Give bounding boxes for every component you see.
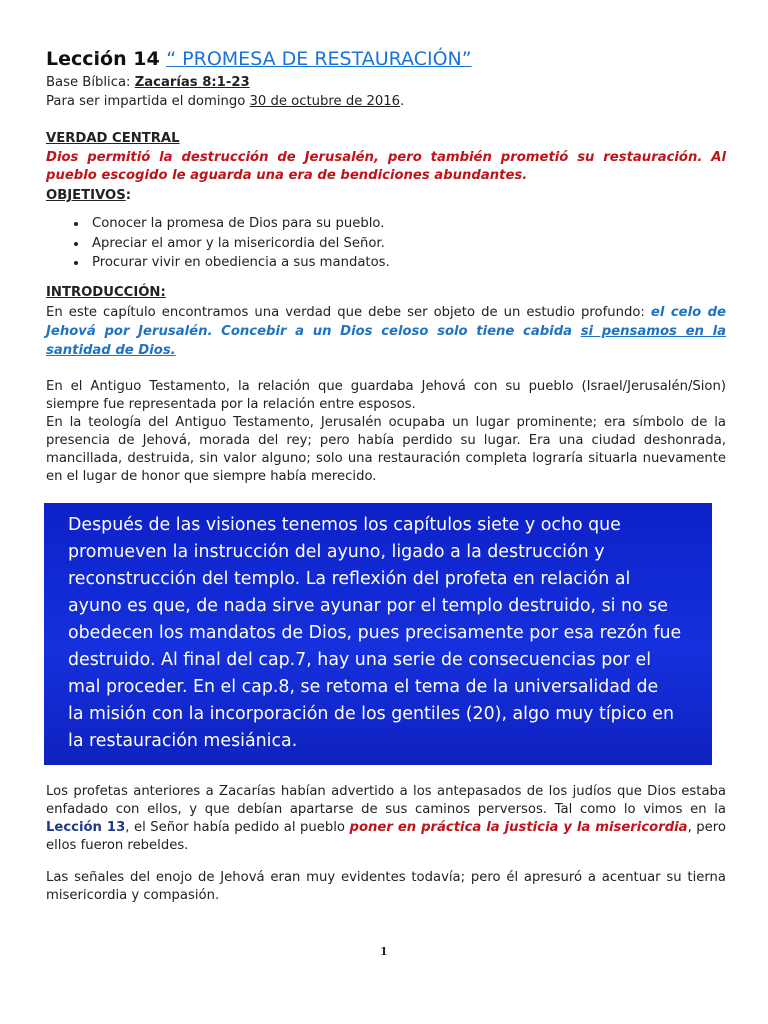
list-item: • Conocer la promesa de Dios para su pueblo.	[88, 214, 390, 234]
objectives-list	[46, 214, 390, 273]
intro-paragraph-3: En la teología del Antiguo Testamento, Jerusalén ocupaba un lugar prominente; era símbolo de la presencia de Jehová, morada del rey; pero había perdido su lugar. Era una ciudad deshonrada, mancillada, destruida, sin valor alguno; solo una restauración completa lograría situarla nuevamente en el lugar de honor que siempre había merecido.	[46, 415, 726, 484]
p4-text-a: Los profetas anteriores a Zacarías habían advertido a los antepasados de los judíos que Dios estaba enfadado con ellos, y que debían apartarse de sus caminos perversos. Tal como lo vimos en la	[46, 784, 726, 817]
date-prefix: Para ser impartida el domingo	[46, 94, 250, 109]
body-paragraph-4	[46, 783, 726, 855]
verdad-central-text: Dios permitió la destrucción de Jerusalén, pero también prometió su restauración. Al pueblo escogido le aguarda una era de bendiciones abundantes.	[46, 150, 726, 183]
objetivos-heading	[46, 187, 131, 205]
lesson-title	[46, 48, 472, 70]
base-reference: Zacarías 8:1-23	[134, 75, 250, 90]
base-biblica	[46, 74, 250, 92]
p4-highlight: poner en práctica la justicia y la misericordia	[349, 820, 688, 835]
p4-lesson-ref: Lección 13	[46, 820, 126, 835]
date-line	[46, 93, 404, 111]
callout-line: mal proceder. En el cap.8, se retoma el tema de la universalidad de	[68, 677, 659, 697]
callout-line: Después de las visiones tenemos los capítulos siete y ocho que	[68, 515, 621, 535]
introduccion-heading: INTRODUCCIÓN:	[46, 285, 166, 300]
callout-line: promueven la instrucción del ayuno, ligado a la destrucción y	[68, 542, 605, 562]
body-paragraph-5: Las señales del enojo de Jehová eran muy evidentes todavía; pero él apresuró a acentuar su tierna misericordia y compasión.	[46, 870, 726, 903]
intro-p1-underlined: si pensamos en la santidad de Dios.	[46, 324, 726, 358]
callout-line: obedecen los mandatos de Dios, pues precisamente por esa rezón fue	[68, 623, 682, 643]
objetivos-label: OBJETIVOS	[46, 188, 126, 203]
callout-box	[44, 503, 712, 765]
intro-p1-highlight: el celo de Jehová por Jerusalén. Concebir a un Dios celoso solo tiene cabida	[46, 305, 726, 339]
intro-paragraph-1	[46, 303, 726, 360]
date-suffix: .	[400, 94, 405, 109]
objetivos-colon: :	[125, 188, 132, 203]
base-label: Base Bíblica:	[46, 75, 135, 90]
callout-line: ayuno es que, de nada sirve ayunar por el templo destruido, si no se	[68, 596, 668, 616]
intro-p1-text: En este capítulo encontramos una verdad que debe ser objeto de un estudio profundo:	[46, 305, 651, 320]
lesson-title-link[interactable]: “ PROMESA DE RESTAURACIÓN”	[166, 48, 472, 70]
list-item: • Procurar vivir en obediencia a sus mandatos.	[88, 253, 390, 273]
date-value: 30 de octubre de 2016	[249, 94, 401, 109]
callout-line: destruido. Al final del cap.7, hay una serie de consecuencias por el	[68, 650, 652, 670]
intro-paragraph-2: En el Antiguo Testamento, la relación que guardaba Jehová con su pueblo (Israel/Jerusalén/Sion) siempre fue representada por la relación entre esposos.	[46, 379, 726, 412]
lesson-label: Lección 14	[46, 48, 160, 70]
verdad-central-heading: VERDAD CENTRAL	[46, 131, 180, 146]
callout-line: la restauración mesiánica.	[68, 731, 298, 751]
callout-line: reconstrucción del templo. La reflexión del profeta en relación al	[68, 569, 631, 589]
page-number: 1	[380, 945, 388, 958]
list-item: • Apreciar el amor y la misericordia del Señor.	[88, 234, 390, 254]
p4-text-b: , el Señor había pedido al pueblo	[125, 820, 350, 835]
callout-line: la misión con la incorporación de los gentiles (20), algo muy típico en	[68, 704, 674, 724]
p4-text-c: , pero ellos fueron rebeldes.	[46, 820, 726, 853]
